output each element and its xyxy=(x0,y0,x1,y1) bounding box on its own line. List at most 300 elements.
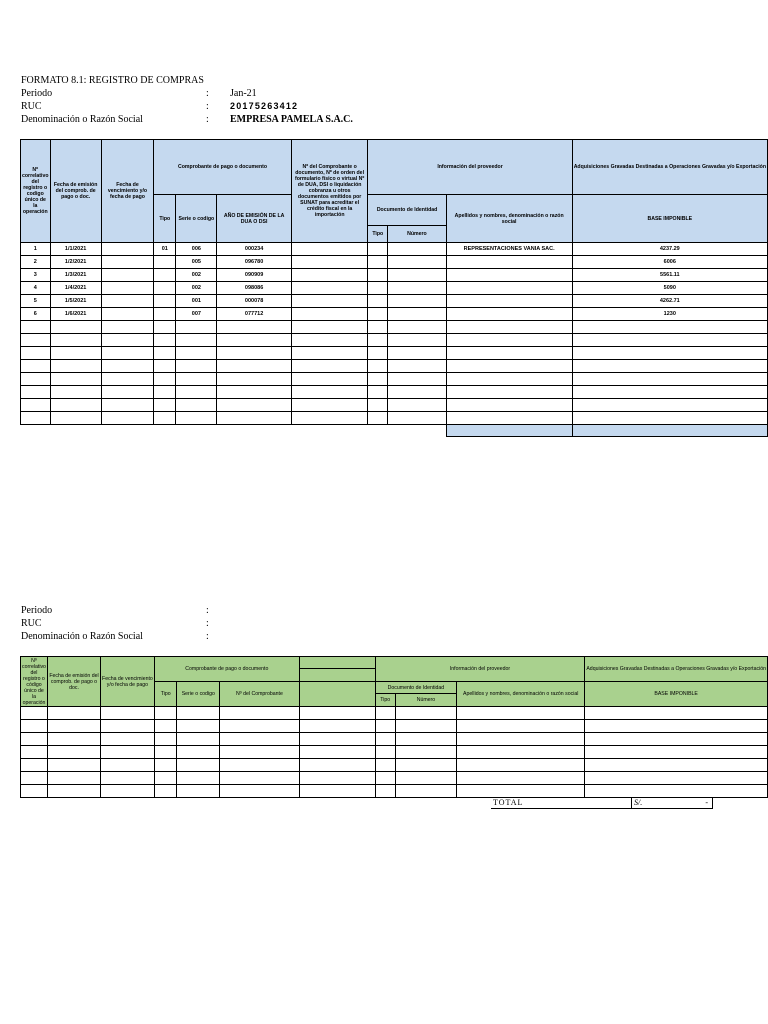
col-header-comprobante: Comprobante de pago o documento xyxy=(154,140,292,195)
table-cell-empty xyxy=(47,707,100,720)
table-cell-dtipo xyxy=(368,243,388,256)
table-cell-empty xyxy=(101,334,154,347)
table-cell-empty xyxy=(368,412,388,425)
table-cell-empty xyxy=(446,347,572,360)
table-cell-n: 1 xyxy=(21,243,51,256)
table-cell-anio: 096780 xyxy=(217,256,291,269)
table-cell-empty xyxy=(457,720,585,733)
table-cell-empty xyxy=(220,785,300,798)
col2-header-fecha-vencimiento: Fecha de vencimiento y/o fecha de pago xyxy=(101,657,155,707)
table-cell-empty xyxy=(101,321,154,334)
table-cell-empty xyxy=(375,707,395,720)
table-cell-empty xyxy=(176,360,217,373)
table-cell-dnum xyxy=(388,269,447,282)
table-cell-base: 4262.71 xyxy=(572,295,767,308)
table-cell-empty xyxy=(154,746,177,759)
table-cell-empty xyxy=(177,785,220,798)
table-cell-empty xyxy=(101,785,155,798)
col2-header-correlativo: Nº correlativo del registro o código único de la operación xyxy=(22,657,46,706)
col2-header-info-proveedor: Información del proveedor xyxy=(375,657,585,682)
col2-header-doc-numero: Número xyxy=(395,694,456,707)
table-cell-empty xyxy=(21,334,51,347)
table-cell-empty xyxy=(220,720,300,733)
col-header-tipo: Tipo xyxy=(154,195,176,243)
periodo-value: Jan-21 xyxy=(230,88,257,99)
table-cell-empty xyxy=(101,360,154,373)
table-cell-empty xyxy=(21,733,48,746)
table-cell-empty xyxy=(217,399,291,412)
table-cell-empty xyxy=(368,373,388,386)
table-cell-empty xyxy=(47,720,100,733)
table-row-empty xyxy=(21,334,768,347)
table-row-empty xyxy=(21,707,768,720)
table-cell-empty xyxy=(220,707,300,720)
table-cell-empty xyxy=(395,733,456,746)
table-cell-fecha: 1/5/2021 xyxy=(50,295,101,308)
spacer-cell xyxy=(21,425,447,437)
table-row-empty xyxy=(21,720,768,733)
table-cell-empty xyxy=(21,785,48,798)
table-row-empty xyxy=(21,412,768,425)
table-cell-empty xyxy=(101,373,154,386)
table-cell-empty xyxy=(457,759,585,772)
col-header-doc-tipo: Tipo xyxy=(368,226,388,243)
table-cell-empty xyxy=(585,785,768,798)
table-cell-tipo xyxy=(154,282,176,295)
table-cell-num xyxy=(291,243,368,256)
table-cell-empty xyxy=(395,746,456,759)
table-cell-empty xyxy=(101,707,155,720)
table-cell-anio: 098086 xyxy=(217,282,291,295)
total-base-cell xyxy=(572,425,767,437)
col-header-info-proveedor: Información del proveedor xyxy=(368,140,572,195)
table-cell-empty xyxy=(388,321,447,334)
table-cell-dnum xyxy=(388,295,447,308)
ruc-value: 20175263412 xyxy=(230,101,299,111)
table-cell-serie: 002 xyxy=(176,269,217,282)
table-cell-base: 5090 xyxy=(572,282,767,295)
table-cell-empty xyxy=(50,321,101,334)
table-cell-empty xyxy=(154,785,177,798)
razon-social-colon: : xyxy=(206,114,209,125)
periodo-colon: : xyxy=(206,88,209,99)
table-cell-empty xyxy=(572,321,767,334)
periodo2-colon: : xyxy=(206,605,209,616)
table-cell-empty xyxy=(299,746,375,759)
table-row-empty xyxy=(21,772,768,785)
table-row-empty xyxy=(21,347,768,360)
table-cell-empty xyxy=(21,373,51,386)
table-row-empty xyxy=(21,373,768,386)
table-cell-empty xyxy=(395,707,456,720)
table-cell-empty xyxy=(217,360,291,373)
table-cell-empty xyxy=(388,334,447,347)
table-cell-empty xyxy=(47,772,100,785)
table-cell-serie: 001 xyxy=(176,295,217,308)
table-cell-num xyxy=(291,269,368,282)
table-cell-empty xyxy=(177,720,220,733)
col-header-fecha-emision: Fecha de emisión del comprob. de pago o doc. xyxy=(50,140,101,243)
purchase-register-template-table xyxy=(20,656,768,798)
table-cell-razon xyxy=(446,256,572,269)
table-cell-dtipo xyxy=(368,282,388,295)
col-header-razon-social: Apellidos y nombres, denominación o razón social xyxy=(446,195,572,243)
table-cell-empty xyxy=(154,321,176,334)
table-cell-empty xyxy=(154,720,177,733)
table-cell-empty xyxy=(395,720,456,733)
table-cell-empty xyxy=(572,412,767,425)
table-cell-empty xyxy=(388,399,447,412)
table-cell-empty xyxy=(176,334,217,347)
table-cell-razon: REPRESENTACIONES VANIA SAC. xyxy=(446,243,572,256)
table-cell-empty xyxy=(217,334,291,347)
table-cell-empty xyxy=(101,347,154,360)
table-cell-empty xyxy=(572,347,767,360)
table-cell-n: 3 xyxy=(21,269,51,282)
table-cell-empty xyxy=(368,321,388,334)
table-cell-empty xyxy=(217,412,291,425)
razon-social2-colon: : xyxy=(206,631,209,642)
table-cell-empty xyxy=(47,785,100,798)
table-cell-empty xyxy=(291,360,368,373)
table-cell-empty xyxy=(220,772,300,785)
col2-header-num-comprobante: Nº del Comprobante xyxy=(220,682,300,707)
table-cell-fecha: 1/2/2021 xyxy=(50,256,101,269)
total-razon-cell xyxy=(446,425,572,437)
razon-social-label: Denominación o Razón Social xyxy=(21,114,143,125)
table-cell-empty xyxy=(50,373,101,386)
table-cell-empty xyxy=(21,707,48,720)
table-cell-empty xyxy=(291,347,368,360)
table-cell-anio: 090909 xyxy=(217,269,291,282)
table-cell-anio: 077712 xyxy=(217,308,291,321)
table-row xyxy=(21,308,768,321)
table-cell-empty xyxy=(176,347,217,360)
table-cell-empty xyxy=(50,360,101,373)
table-cell-empty xyxy=(375,785,395,798)
table-cell-empty xyxy=(572,360,767,373)
table-cell-tipo xyxy=(154,256,176,269)
table-cell-empty xyxy=(572,334,767,347)
table-cell-empty xyxy=(176,373,217,386)
table-cell-empty xyxy=(217,386,291,399)
col-header-base-imponible: BASE IMPONIBLE xyxy=(572,195,767,243)
table-row-empty xyxy=(21,733,768,746)
table-cell-tipo: 01 xyxy=(154,243,176,256)
table-cell-empty xyxy=(21,772,48,785)
table-cell-dtipo xyxy=(368,295,388,308)
col-header-numero-comprobante: Nº del Comprobante o documento, Nº de orden del formulario físico o virtual Nº de DUA, DSI o liquidación cobranza u otros documentos emitidos por SUNAT para acreditar el crédito fiscal en la importación xyxy=(291,140,368,243)
table-cell-empty xyxy=(375,759,395,772)
table-cell-razon xyxy=(446,308,572,321)
table-cell-venc xyxy=(101,256,154,269)
table-cell-empty xyxy=(572,399,767,412)
table-cell-empty xyxy=(154,386,176,399)
table-cell-empty xyxy=(299,759,375,772)
table-cell-empty xyxy=(291,386,368,399)
total-value: - xyxy=(705,798,708,807)
table-cell-empty xyxy=(368,386,388,399)
table-cell-empty xyxy=(177,772,220,785)
table-cell-fecha: 1/6/2021 xyxy=(50,308,101,321)
col-header-correlativo: Nº correlativo del registro o codigo único de la operación xyxy=(21,140,51,243)
table-row xyxy=(21,295,768,308)
table-row xyxy=(21,256,768,269)
table-cell-empty xyxy=(154,360,176,373)
ruc-colon: : xyxy=(206,101,209,112)
table-cell-empty xyxy=(291,334,368,347)
table-cell-venc xyxy=(101,269,154,282)
table-row-empty xyxy=(21,360,768,373)
table-cell-empty xyxy=(368,360,388,373)
table-cell-empty xyxy=(585,746,768,759)
table-cell-base: 4237.29 xyxy=(572,243,767,256)
table-cell-empty xyxy=(585,772,768,785)
table-cell-empty xyxy=(101,759,155,772)
adquisiciones2-text: Adquisiciones Gravadas Destinadas a Operaciones Gravadas y/o Exportación xyxy=(586,666,766,672)
table-cell-empty xyxy=(291,412,368,425)
table-cell-empty xyxy=(217,373,291,386)
table-cell-empty xyxy=(299,707,375,720)
table-cell-dnum xyxy=(388,308,447,321)
table-cell-empty xyxy=(47,746,100,759)
table-cell-empty xyxy=(457,785,585,798)
table-cell-razon xyxy=(446,269,572,282)
table-cell-empty xyxy=(50,399,101,412)
report-title-text: FORMATO 8.1: REGISTRO DE COMPRAS xyxy=(21,75,204,86)
table-cell-empty xyxy=(446,386,572,399)
table-cell-empty xyxy=(368,347,388,360)
total-row xyxy=(491,797,713,809)
table-cell-tipo xyxy=(154,308,176,321)
table-cell-empty xyxy=(446,399,572,412)
table-cell-empty xyxy=(375,772,395,785)
table-cell-empty xyxy=(291,321,368,334)
periodo-label: Periodo xyxy=(21,88,53,99)
table-cell-empty xyxy=(395,759,456,772)
table-cell-fecha: 1/4/2021 xyxy=(50,282,101,295)
table-cell-empty xyxy=(21,386,51,399)
col-header-doc-numero: Número xyxy=(388,226,447,243)
table-cell-empty xyxy=(50,334,101,347)
table-cell-razon xyxy=(446,282,572,295)
table-cell-empty xyxy=(291,399,368,412)
table-cell-serie: 006 xyxy=(176,243,217,256)
table-cell-empty xyxy=(176,321,217,334)
purchase-register-table xyxy=(20,139,768,437)
table-row xyxy=(21,282,768,295)
table-cell-empty xyxy=(101,399,154,412)
table-cell-empty xyxy=(47,733,100,746)
total-label: TOTAL xyxy=(493,798,524,807)
table-row-empty xyxy=(21,321,768,334)
table-cell-empty xyxy=(177,733,220,746)
ruc-label: RUC xyxy=(21,101,42,112)
table-cell-venc xyxy=(101,295,154,308)
table-cell-empty xyxy=(388,412,447,425)
table-cell-empty xyxy=(299,772,375,785)
table-cell-empty xyxy=(101,746,155,759)
table-cell-empty xyxy=(176,399,217,412)
table-cell-empty xyxy=(220,759,300,772)
table-row-empty xyxy=(21,759,768,772)
table-cell-anio: 000234 xyxy=(217,243,291,256)
table-cell-empty xyxy=(368,334,388,347)
table-cell-empty xyxy=(21,399,51,412)
table-cell-dtipo xyxy=(368,308,388,321)
table-cell-serie: 007 xyxy=(176,308,217,321)
table-cell-dnum xyxy=(388,256,447,269)
table-cell-venc xyxy=(101,243,154,256)
table-cell-num xyxy=(291,295,368,308)
col-header-adquisiciones xyxy=(572,140,767,195)
razon-social-value: EMPRESA PAMELA S.A.C. xyxy=(230,114,353,125)
table-row-empty xyxy=(21,386,768,399)
table-cell-empty xyxy=(375,720,395,733)
table-cell-razon xyxy=(446,295,572,308)
table-row-empty xyxy=(21,785,768,798)
table-cell-empty xyxy=(446,360,572,373)
table-cell-empty xyxy=(395,772,456,785)
table-cell-empty xyxy=(21,321,51,334)
table-cell-empty xyxy=(388,360,447,373)
table-cell-empty xyxy=(388,386,447,399)
table-cell-empty xyxy=(21,720,48,733)
table-cell-empty xyxy=(154,759,177,772)
table-cell-dnum xyxy=(388,282,447,295)
adquisiciones-text: Adquisiciones Gravadas Destinadas a Operaciones Gravadas y/o Exportación xyxy=(573,164,766,170)
table-cell-empty xyxy=(176,412,217,425)
table-row xyxy=(21,269,768,282)
table-cell-empty xyxy=(21,759,48,772)
table-cell-empty xyxy=(154,347,176,360)
table-cell-n: 4 xyxy=(21,282,51,295)
table-cell-empty xyxy=(585,720,768,733)
ruc2-label: RUC xyxy=(21,618,42,629)
table-cell-empty xyxy=(101,772,155,785)
table-cell-base: 5561.11 xyxy=(572,269,767,282)
table-cell-serie: 002 xyxy=(176,282,217,295)
table-cell-n: 2 xyxy=(21,256,51,269)
col2-header-blank-low xyxy=(299,682,375,707)
table-cell-empty xyxy=(446,412,572,425)
table-cell-empty xyxy=(217,321,291,334)
table-cell-empty xyxy=(220,733,300,746)
table-cell-tipo xyxy=(154,295,176,308)
table-cell-empty xyxy=(291,373,368,386)
table-cell-empty xyxy=(154,373,176,386)
table-cell-empty xyxy=(154,733,177,746)
table-cell-empty xyxy=(50,347,101,360)
table-cell-empty xyxy=(299,733,375,746)
table-cell-empty xyxy=(457,772,585,785)
col-header-fecha-vencimiento: Fecha de vencimiento y/o fecha de pago xyxy=(101,140,154,243)
col2-header-doc-identidad: Documento de Identidad xyxy=(375,682,456,694)
table-cell-empty xyxy=(375,733,395,746)
table-cell-empty xyxy=(177,707,220,720)
table-cell-empty xyxy=(368,399,388,412)
table-cell-empty xyxy=(176,386,217,399)
table-cell-num xyxy=(291,308,368,321)
table-cell-empty xyxy=(47,759,100,772)
table-cell-empty xyxy=(585,707,768,720)
table-cell-empty xyxy=(395,785,456,798)
table-cell-empty xyxy=(177,746,220,759)
col2-header-serie: Serie o codigo xyxy=(177,682,220,707)
table-cell-empty xyxy=(177,759,220,772)
table-cell-empty xyxy=(585,733,768,746)
table-cell-empty xyxy=(457,707,585,720)
table-cell-empty xyxy=(21,746,48,759)
col-header-anio-emision: AÑO DE EMISIÓN DE LA DUA O DSI xyxy=(217,195,291,243)
total-underline xyxy=(491,808,713,809)
table-cell-num xyxy=(291,256,368,269)
table-cell-empty xyxy=(299,785,375,798)
table-cell-empty xyxy=(154,334,176,347)
table-cell-empty xyxy=(21,347,51,360)
table-cell-empty xyxy=(101,412,154,425)
table-cell-empty xyxy=(446,334,572,347)
col2-header-adquisiciones xyxy=(585,657,768,682)
table-cell-anio: 000078 xyxy=(217,295,291,308)
table-cell-n: 6 xyxy=(21,308,51,321)
periodo2-label: Periodo xyxy=(21,605,53,616)
table-cell-empty xyxy=(154,772,177,785)
table-cell-empty xyxy=(446,373,572,386)
table-cell-fecha: 1/3/2021 xyxy=(50,269,101,282)
table-cell-empty xyxy=(585,759,768,772)
table-cell-empty xyxy=(21,360,51,373)
table-cell-empty xyxy=(375,746,395,759)
table-cell-venc xyxy=(101,308,154,321)
table-cell-empty xyxy=(299,720,375,733)
table-cell-empty xyxy=(101,386,154,399)
table-cell-empty xyxy=(446,321,572,334)
col2-header-razon-social: Apellidos y nombres, denominación o razón social xyxy=(457,682,585,707)
table-row xyxy=(21,243,768,256)
table-cell-dtipo xyxy=(368,269,388,282)
table-cell-empty xyxy=(220,746,300,759)
table-cell-empty xyxy=(101,720,155,733)
col2-header-fecha-emision: Fecha de emisión del comprob. de pago o doc. xyxy=(47,657,100,707)
table-cell-base: 6006 xyxy=(572,256,767,269)
col2-header-blank-mid xyxy=(299,669,375,682)
total-currency: S/. xyxy=(634,798,643,807)
table-cell-empty xyxy=(50,386,101,399)
ruc2-colon: : xyxy=(206,618,209,629)
table-cell-empty xyxy=(572,373,767,386)
col2-header-base-imponible: BASE IMPONIBLE xyxy=(585,682,768,707)
table-row-empty xyxy=(21,399,768,412)
col2-header-comprobante: Comprobante de pago o documento xyxy=(154,657,299,682)
table-cell-empty xyxy=(217,347,291,360)
table-cell-dtipo xyxy=(368,256,388,269)
table-cell-empty xyxy=(388,373,447,386)
col2-header-tipo: Tipo xyxy=(154,682,177,707)
razon-social2-label: Denominación o Razón Social xyxy=(21,631,143,642)
table-cell-venc xyxy=(101,282,154,295)
table-cell-empty xyxy=(50,412,101,425)
table-cell-tipo xyxy=(154,269,176,282)
table-row-empty xyxy=(21,746,768,759)
table-cell-fecha: 1/1/2021 xyxy=(50,243,101,256)
table-cell-empty xyxy=(154,412,176,425)
table-cell-empty xyxy=(21,412,51,425)
table-cell-base: 1230 xyxy=(572,308,767,321)
table-cell-empty xyxy=(457,733,585,746)
table-cell-empty xyxy=(572,386,767,399)
col2-header-doc-tipo: Tipo xyxy=(375,694,395,707)
